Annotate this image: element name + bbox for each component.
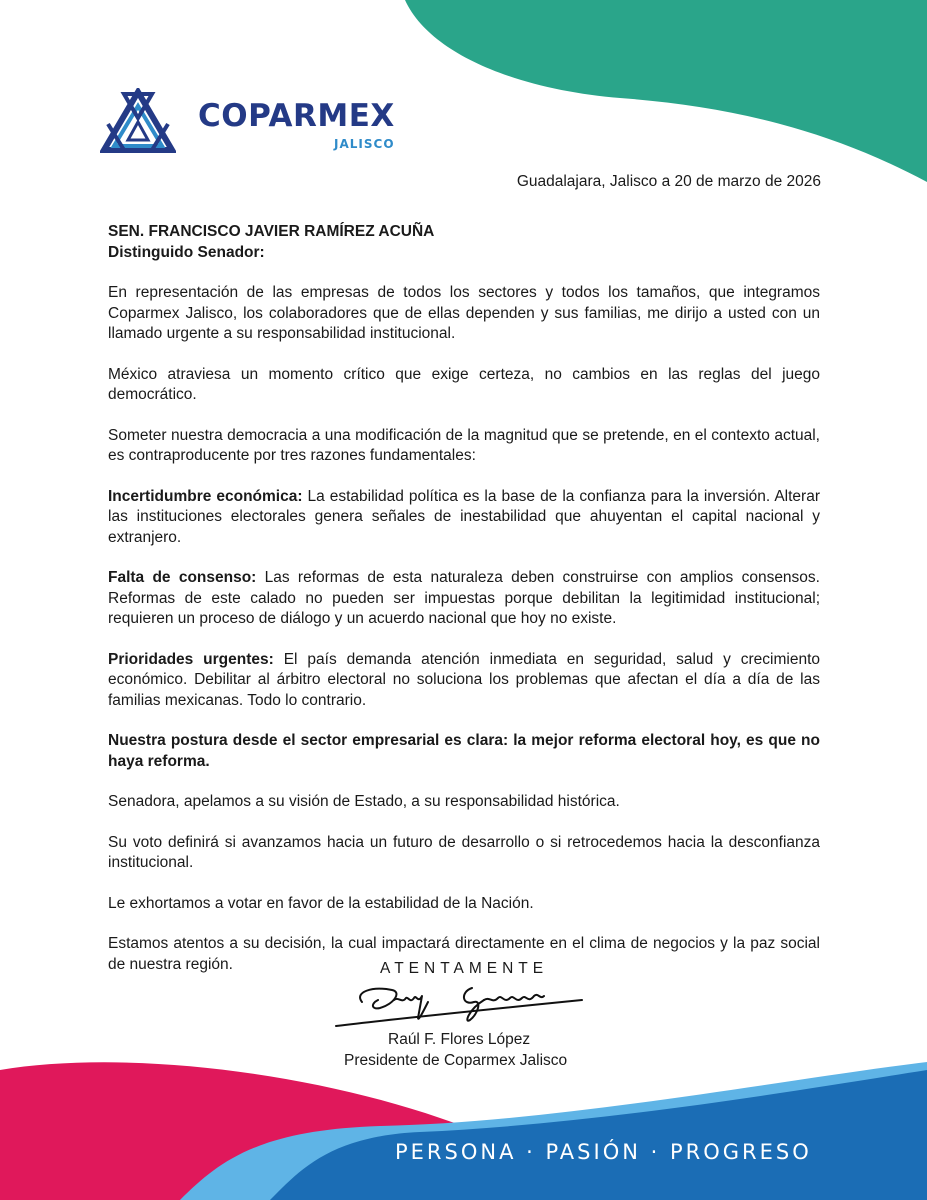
footer-slogan: PERSONA · PASIÓN · PROGRESO — [395, 1140, 812, 1164]
logo-subtitle: JALISCO — [334, 137, 395, 151]
signer-title: Presidente de Coparmex Jalisco — [344, 1052, 568, 1069]
paragraph-closing: Estamos atentos a su decisión, la cual impactará directamente en el clima de negocios y la paz social de nuestra región. — [108, 935, 820, 973]
signer-name: Raúl F. Flores López — [388, 1031, 531, 1048]
paragraph-reasons-intro: Someter nuestra democracia a una modificación de la magnitud que se pretende, en el contexto actual, es contraproducente por tres razones fundamentales: — [108, 426, 820, 464]
reason-label: Falta de consenso: — [108, 569, 257, 586]
paragraph-exhortation: Le exhortamos a votar en favor de la estabilidad de la Nación. — [108, 894, 534, 912]
reason-item — [108, 650, 820, 712]
paragraph-vote: Su voto definirá si avanzamos hacia un futuro de desarrollo o si retrocedemos hacia la desconfianza institucional. — [108, 833, 820, 871]
reason-label: Prioridades urgentes: — [108, 650, 274, 668]
logo-wordmark: COPARMEX — [198, 98, 395, 134]
recipient-block — [108, 222, 820, 263]
closing-word: ATENTAMENTE — [380, 960, 549, 977]
recipient-name: SEN. FRANCISCO JAVIER RAMÍREZ ACUÑA — [108, 223, 435, 240]
letter-body — [108, 222, 820, 995]
reason-label: Incertidumbre económica: — [108, 487, 303, 505]
reason-item — [108, 487, 820, 549]
footer-wave-decoration — [0, 1040, 927, 1200]
coparmex-triangle-icon — [100, 88, 176, 154]
reason-text: La estabilidad política es la base de la confianza para la inversión. Alterar las instituciones electorales genera señales de inestabilidad que ahuyentan el capital nacional y extranjero. — [108, 487, 820, 546]
salutation: Distinguido Senador: — [108, 243, 265, 261]
reason-item — [108, 568, 820, 630]
paragraph-intro: En representación de las empresas de todos los sectores y todos los tamaños, que integramos Coparmex Jalisco, los colaboradores que de ellas dependen y sus familias, me dirijo a usted con un llamado urgente a su responsabilidad institucional. — [108, 284, 820, 342]
handwritten-signature — [332, 970, 592, 1030]
reason-text: El país demanda atención inmediata en seguridad, salud y crecimiento económico. Debilitar al árbitro electoral no soluciona los problemas que afectan el día a día de las familias mexicanas. Todo lo contrario. — [108, 650, 820, 709]
paragraph-stance: Nuestra postura desde el sector empresarial es clara: la mejor reforma electoral hoy, es que no haya reforma. — [108, 732, 820, 770]
letter-dateline: Guadalajara, Jalisco a 20 de marzo de 2026 — [516, 173, 821, 190]
reason-text: Las reformas de esta naturaleza deben construirse con amplios consensos. Reformas de este calado no pueden ser impuestas porque debilitan la legitimidad institucional; requieren un proceso de diálogo y un acuerdo nacional que hoy no existe. — [108, 569, 820, 627]
paragraph-appeal: Senadora, apelamos a su visión de Estado, a su responsabilidad histórica. — [108, 793, 620, 810]
paragraph-context: México atraviesa un momento crítico que exige certeza, no cambios en las reglas del juego democrático. — [108, 365, 820, 403]
coparmex-logo — [100, 88, 420, 160]
